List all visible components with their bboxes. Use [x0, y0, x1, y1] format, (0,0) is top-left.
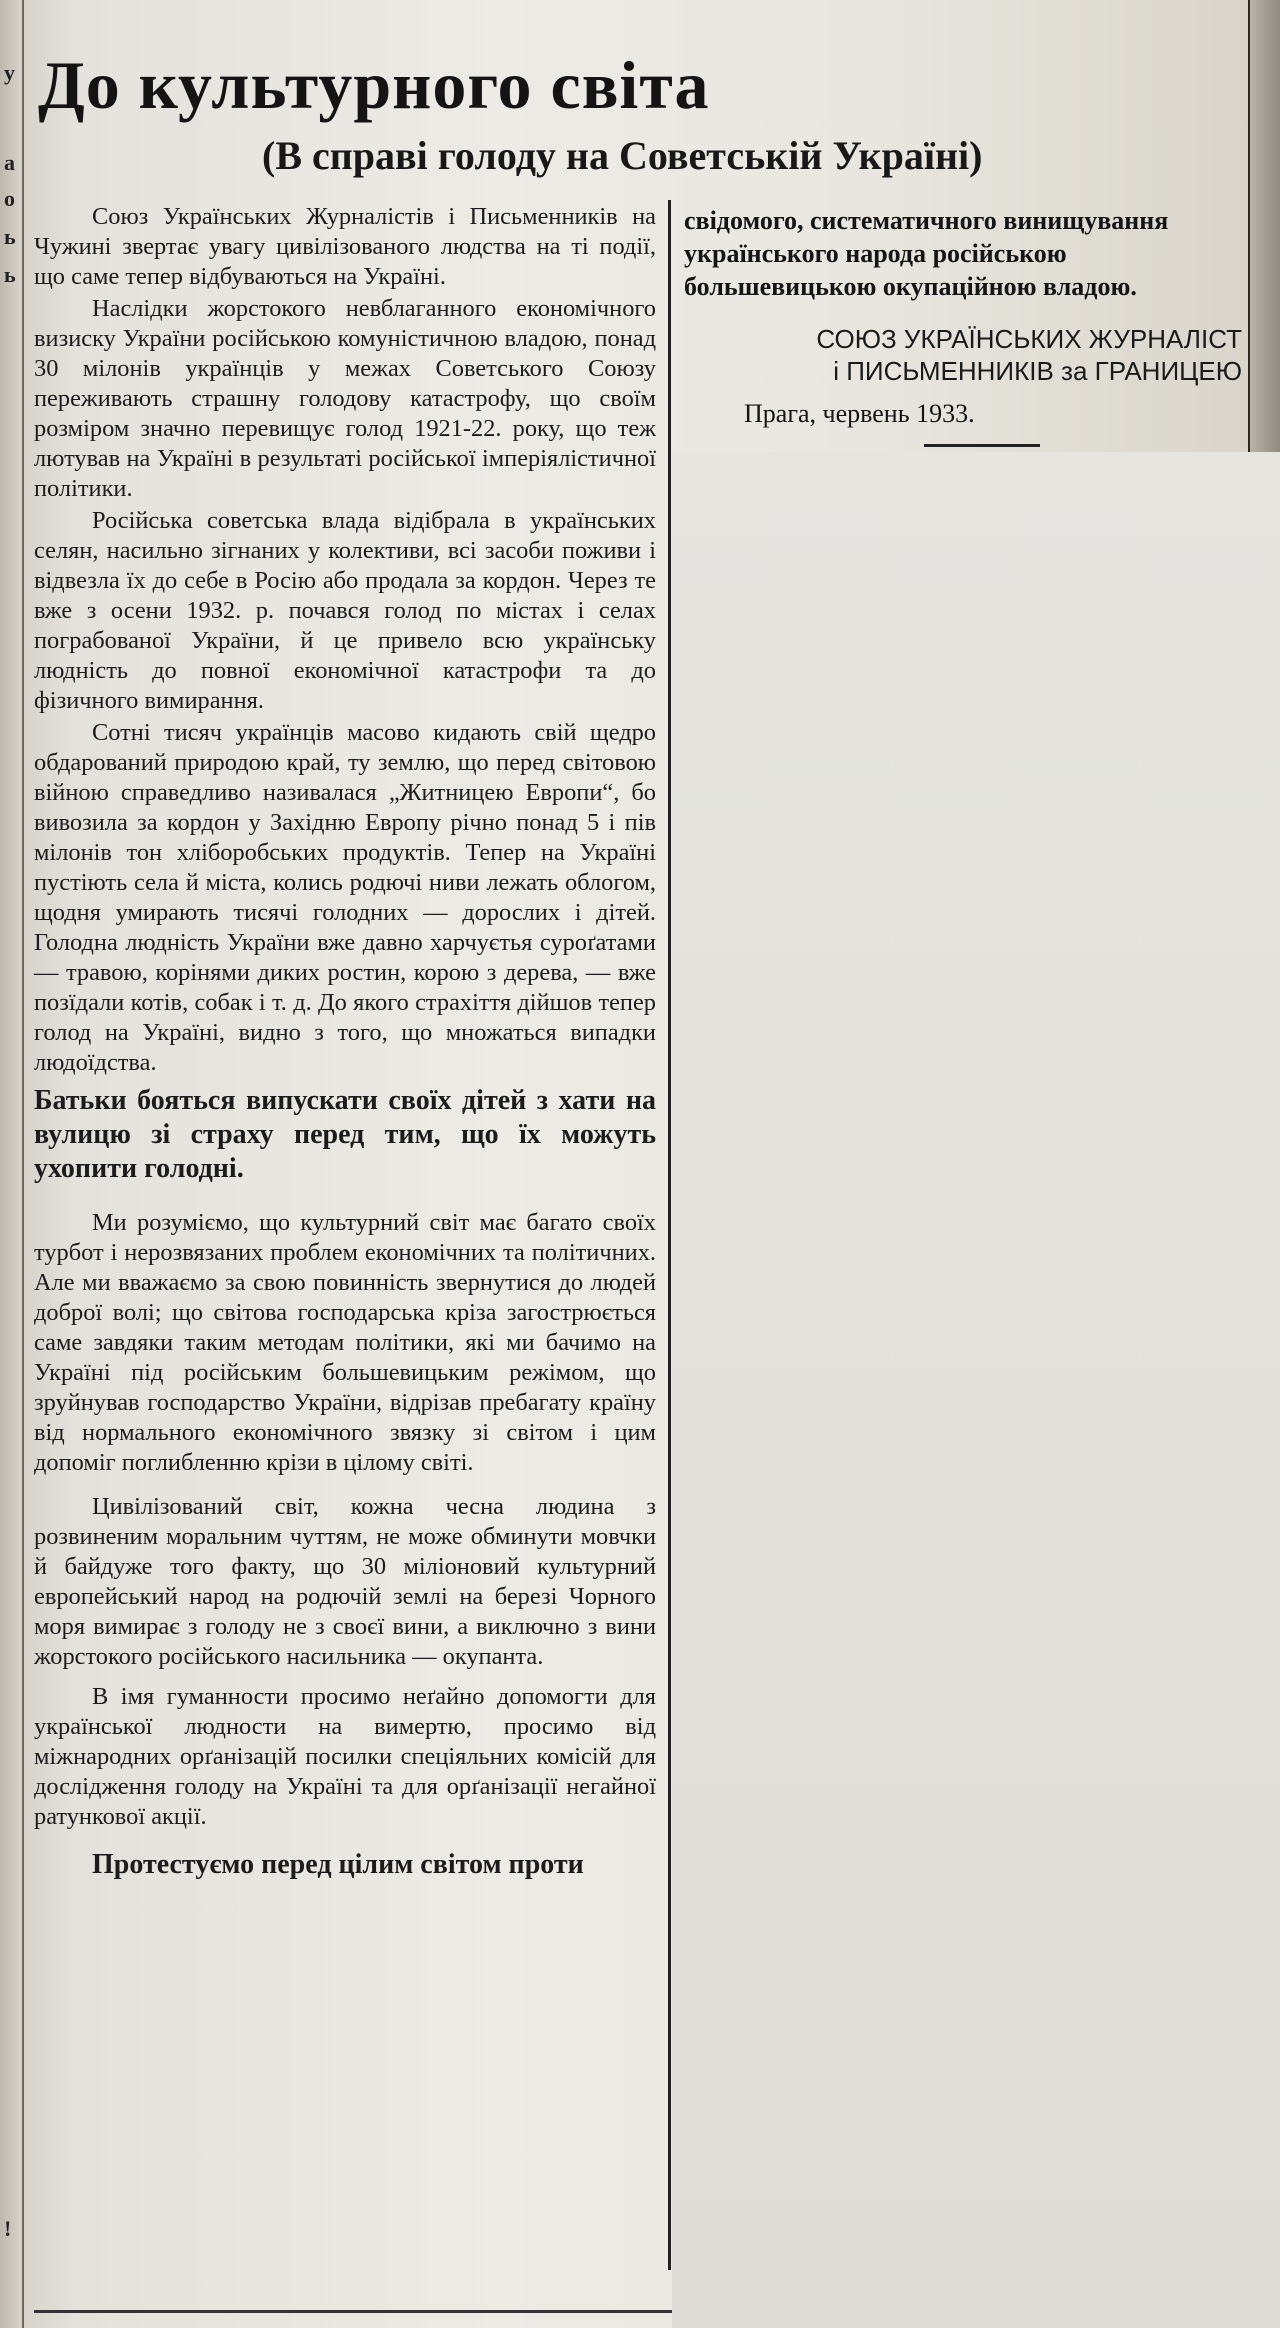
right-edge-shadow	[1250, 0, 1280, 470]
edge-letter: а	[4, 150, 15, 175]
paragraph: Цивілізований світ, кожна чесна людина з розвиненим моральним чуттям, не може обминути мовчки й байдуже того факту, що 30 міліоновий культурний европейський народ на родючій землі на березі Чорного моря вимирає з голоду не з своєї вини, а виключно з вини жорстокого російського насильника — окупанта.	[34, 1493, 656, 1670]
paragraph: Наслідки жорстокого невблаганного економічного визиску України російською комуністичною владою, понад 30 мілонів українців у межах Советського Союзу переживають страшну голодову катастрофу, що своїм розміром значно перевищує голод 1921-22. року, що теж лютував на Україні в результаті російської імперіялістичної політики.	[34, 295, 656, 502]
left-margin-strip	[0, 0, 24, 2328]
blank-paper-area	[672, 452, 1280, 2328]
paragraph: Ми розуміємо, що культурний світ має багато своїх турбот і нерозвязаних проблем економічних та політичних. Але ми вважаємо за свою повинність звернутися до людей доброї волі; що світова господарська кріза загострюється саме завдяки таким методам політики, які ми бачимо на Україні під російським большевицьким режімом, що зруйнував господарство України, відрізав пребагату країну від нормального економічного звязку зі світом і цим допоміг поглибленню крізи в цілому світі.	[34, 1209, 656, 1476]
edge-letter: у	[4, 60, 15, 85]
signature	[684, 323, 1248, 387]
continuation-text: свідомого, систематичного винищування українського народа російською большевицькою окупаційною владою.	[684, 206, 1169, 301]
end-rule	[924, 444, 1040, 447]
edge-letter: ь	[4, 224, 16, 249]
paragraph: Союз Українських Журналістів і Письменників на Чужині звертає увагу цивілізованого людства на ті події, що саме тепер відбуваються на Україні.	[34, 203, 656, 290]
signature-line: СОЮЗ УКРАЇНСЬКИХ ЖУРНАЛІСТ	[816, 324, 1242, 354]
column-divider	[668, 200, 671, 2270]
closing-line: Протестуємо перед цілим світом проти	[92, 1849, 584, 1880]
paragraph: В імя гуманности просимо неґайно допомогти для української людности на вимертю, просимо від міжнародних орґанізацій посилки спеціяльних комісій для дослідження голоду на Україні та для орґанізації негайної ратункової акції.	[34, 1683, 656, 1830]
article-title: До культурного світа	[38, 47, 710, 123]
paragraph: Російська советська влада відібрала в українських селян, насильно зігнаних у колективи, всі засоби поживи і відвезла їх до себе в Росію або продала за кордон. Через те вже з осени 1932. р. почався голод по містах і селах пограбованої України, й це привело всю українську людність до повної економічної катастрофи та до фізичного вимирання.	[34, 507, 656, 714]
edge-letter: ь	[4, 262, 16, 287]
left-column	[34, 202, 656, 1882]
edge-letter: !	[4, 2216, 12, 2241]
signature-line: і ПИСЬМЕННИКІВ за ГРАНИЦЕЮ	[833, 356, 1242, 386]
article-subtitle: (В справі голоду на Советській Україні)	[262, 133, 983, 178]
place-date: Прага, червень 1933.	[744, 399, 975, 428]
edge-letter: о	[4, 186, 15, 211]
bold-paragraph: Батьки бояться випускати своїх дітей з хати на вулицю зі страху перед тим, що їх можуть ухопити голодні.	[34, 1085, 656, 1184]
right-column	[684, 204, 1248, 447]
paragraph: Сотні тисяч українців масово кидають свій щедро обдарований природою край, ту землю, що перед світовою війною справедливо називалася „Житницею Европи“, бо вивозила за кордон у Західню Европу річно понад 5 і пів мілонів тон хліборобських продуктів. Тепер на Україні пустіють села й міста, колись родючі ниви лежать облогом, щодня умирають тисячі голодних — дорослих і дітей. Голодна людність України вже давно харчуєтья суроґатами — травою, корінями диких ростин, корою з дерева, — вже позїдали котів, собак і т. д. До якого страхіття дійшов тепер голод на Україні, видно з того, що множаться випадки людоїдства.	[34, 719, 656, 1076]
